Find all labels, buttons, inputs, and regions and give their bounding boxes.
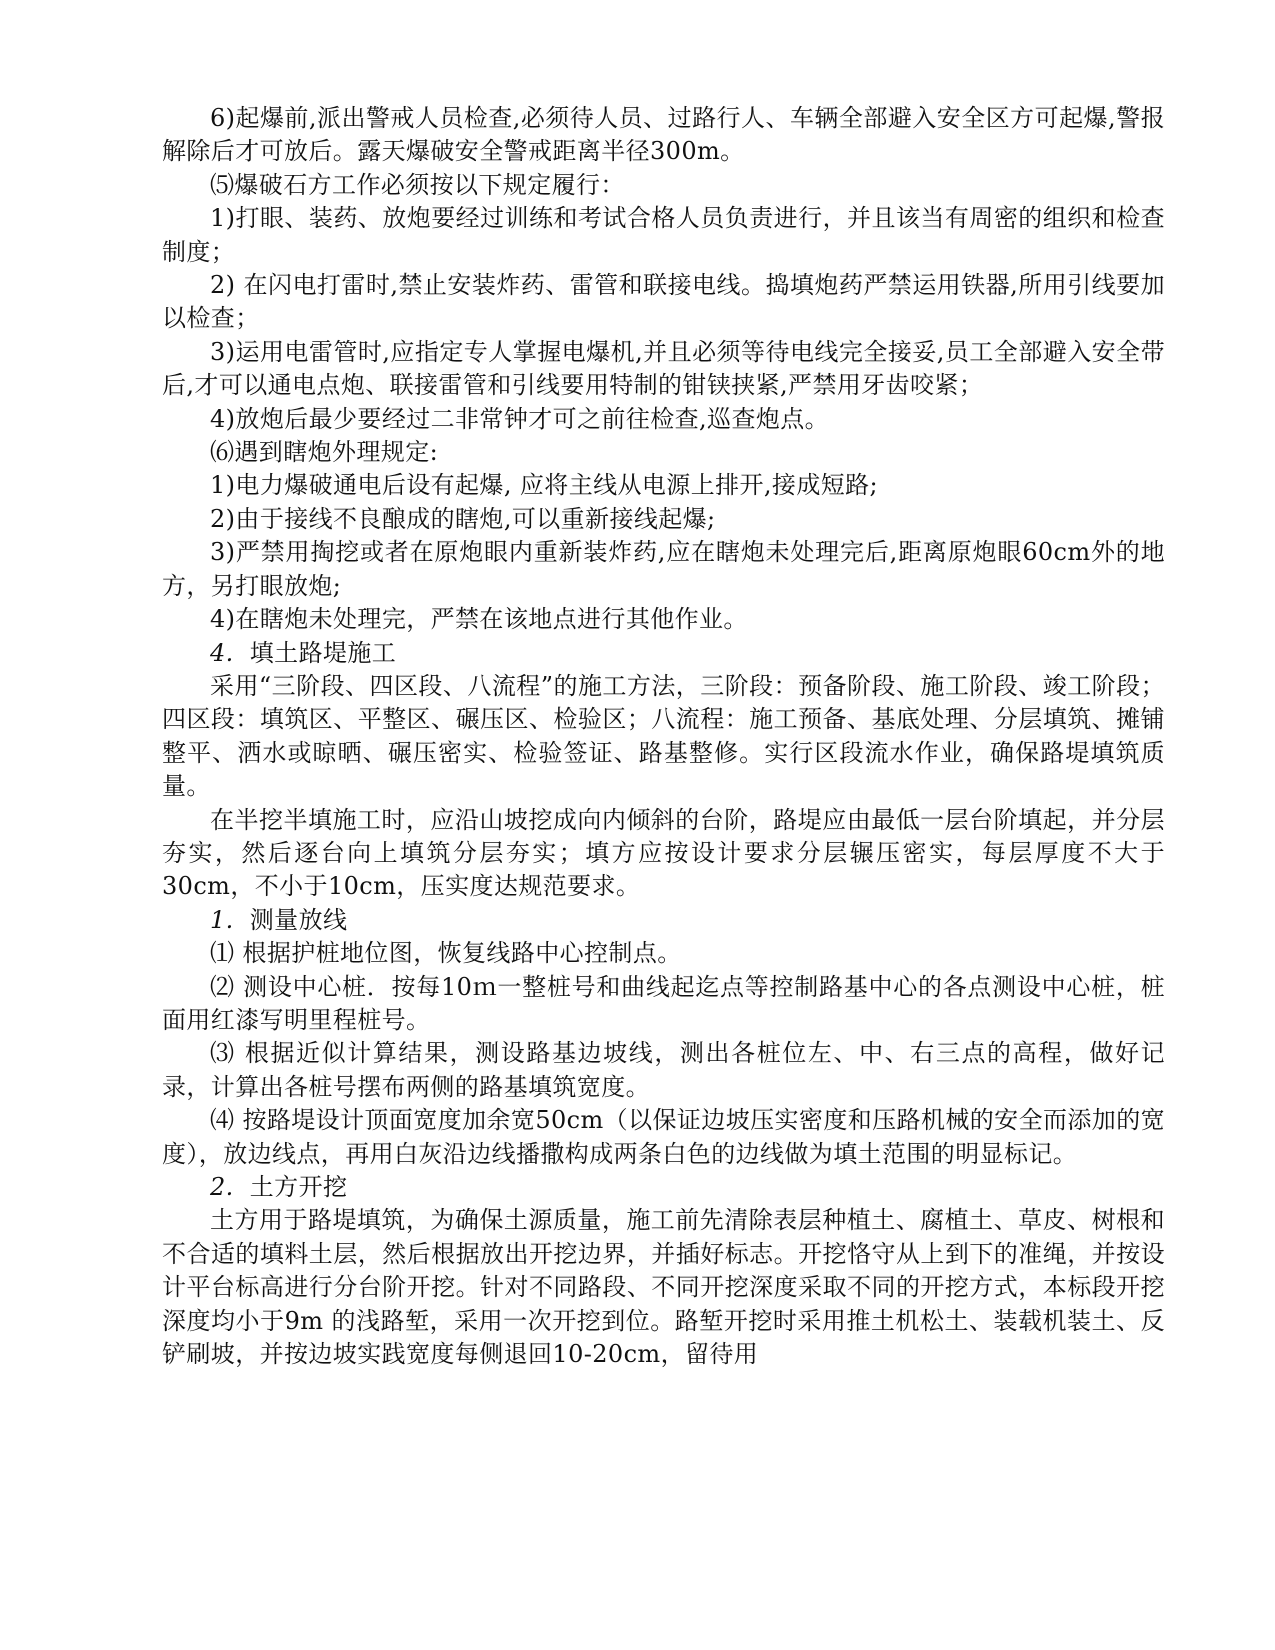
paragraph: 3)严禁用掏挖或者在原炮眼内重新装炸药,应在瞎炮未处理完后,距离原炮眼60cm外的地方，另打眼放炮; bbox=[162, 538, 1165, 600]
paragraph: ⑷ 按路堤设计顶面宽度加余宽50cm（以保证边坡压实密度和压路机械的安全而添加的宽度），放边线点，再用白灰沿边线播撒构成两条白色的边线做为填土范围的明显标记。 bbox=[162, 1106, 1165, 1168]
paragraph: 6)起爆前,派出警戒人员检查,必须待人员、过路行人、车辆全部避入安全区方可起爆,警报解除后才可放后。露天爆破安全警戒距离半径300m。 bbox=[162, 104, 1165, 166]
section-title: 填土路堤施工 bbox=[249, 638, 397, 667]
subsection-title: 测量放线 bbox=[249, 905, 348, 934]
section-number: 4. bbox=[210, 638, 234, 667]
paragraph: 在半挖半填施工时，应沿山坡挖成向内倾斜的台阶，路堤应由最低一层台阶填起，并分层夯实，然后逐台向上填筑分层夯实；填方应按设计要求分层辗压密实，每层厚度不大于30cm，不小于10cm，压实度达规范要求。 bbox=[162, 805, 1165, 901]
paragraph: 1)电力爆破通电后设有起爆, 应将主线从电源上排开,接成短路; bbox=[210, 471, 879, 500]
paragraph: 采用“三阶段、四区段、八流程”的施工方法，三阶段：预备阶段、施工阶段、竣工阶段；四区段：填筑区、平整区、碾压区、检验区；八流程：施工预备、基底处理、分层填筑、摊铺整平、洒水或晾晒、碾压密实、检验签证、路基整修。实行区段流水作业，确保路堤填筑质量。 bbox=[162, 671, 1165, 801]
paragraph: ⑶ 根据近似计算结果，测设路基边坡线，测出各桩位左、中、右三点的高程，做好记录，计算出各桩号摆布两侧的路基填筑宽度。 bbox=[162, 1039, 1165, 1101]
paragraph: 2) 在闪电打雷时,禁止安装炸药、雷管和联接电线。捣填炮药严禁运用铁器,所用引线要加以检查； bbox=[162, 271, 1165, 333]
paragraph: ⑹遇到瞎炮外理规定: bbox=[210, 438, 439, 467]
paragraph: 土方用于路堤填筑，为确保土源质量，施工前先清除表层种植土、腐植土、草皮、树根和不合适的填料土层，然后根据放出开挖边界，并插好标志。开挖恪守从上到下的准绳，并按设计平台标高进行分台阶开挖。针对不同路段、不同开挖深度采取不同的开挖方式，本标段开挖深度均小于9m 的浅路堑，采用一次开挖到位。路堑开挖时采用推土机松土、装载机装土、反铲刷坡，并按边坡实践宽度每侧退回10-20cm，留待用 bbox=[162, 1206, 1165, 1369]
subsection-heading bbox=[162, 904, 1165, 937]
subsection-heading bbox=[162, 1171, 1165, 1204]
section-heading bbox=[162, 637, 1165, 670]
paragraph: 2)由于接线不良酿成的瞎炮,可以重新接线起爆; bbox=[210, 504, 716, 533]
subsection-number: 2. bbox=[210, 1173, 234, 1201]
paragraph: ⑸爆破石方工作必须按以下规定履行： bbox=[210, 170, 625, 199]
paragraph: ⑵ 测设中心桩．按每10ｍ一整桩号和曲线起迄点等控制路基中心的各点测设中心桩，桩面用红漆写明里程桩号。 bbox=[162, 972, 1165, 1034]
paragraph: 1)打眼、装药、放炮要经过训练和考试合格人员负责进行，并且该当有周密的组织和检查制度； bbox=[162, 204, 1165, 266]
paragraph: 3)运用电雷管时,应指定专人掌握电爆机,并且必须等待电线完全接妥,员工全部避入安全带后,才可以通电点炮、联接雷管和引线要用特制的钳铗挟紧,严禁用牙齿咬紧； bbox=[162, 337, 1165, 400]
paragraph: 4)在瞎炮未处理完，严禁在该地点进行其他作业。 bbox=[210, 605, 748, 634]
paragraph: 4)放炮后最少要经过二非常钟才可之前往检查,巡查炮点。 bbox=[210, 404, 830, 433]
subsection-number: 1. bbox=[210, 905, 234, 934]
subsection-title: 土方开挖 bbox=[249, 1173, 348, 1201]
paragraph: ⑴ 根据护桩地位图，恢复线路中心控制点。 bbox=[210, 939, 682, 968]
